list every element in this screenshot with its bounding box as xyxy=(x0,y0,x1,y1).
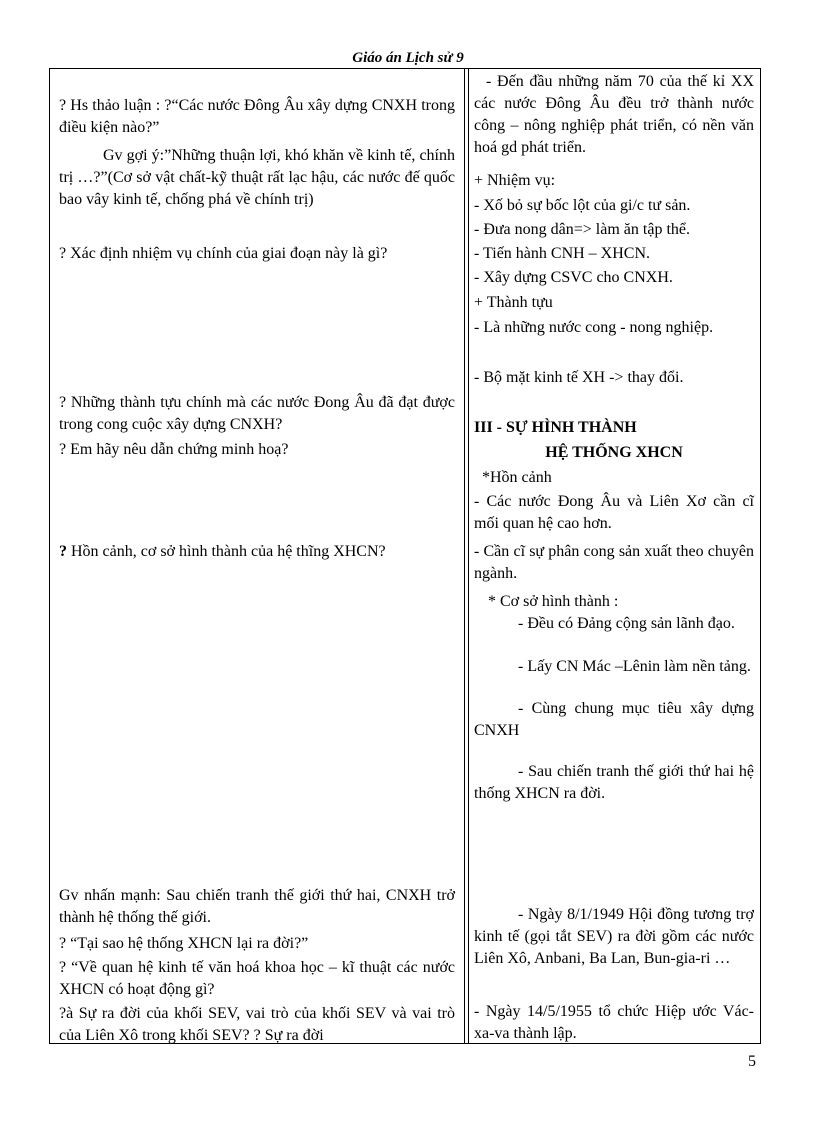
content-task-3: - Tiến hành CNH – XHCN. xyxy=(474,245,651,262)
question-conditions: ? Hs thảo luận : ?“Các nước Đông Âu xây dựng CNXH trong điều kiện nào?” xyxy=(59,97,455,136)
section-heading-line2: HỆ THỐNG XHCN xyxy=(545,444,683,461)
content-tasks-heading: + Nhiệm vụ: xyxy=(474,172,556,189)
content-task-2: - Đưa nong dân=> làm ăn tập thể. xyxy=(474,221,690,238)
section-heading-line1: III - SỰ HÌNH THÀNH xyxy=(474,419,637,436)
content-development: - Đến đầu những năm 70 của thế kỉ XX các nước Đông Âu đều trở thành nước công – nông nghiệp phát triển, có nền văn hoá gd phát triển. xyxy=(474,73,754,156)
question-tasks: ? Xác định nhiệm vụ chính của giai đoạn này là gì? xyxy=(59,245,388,262)
page-number: 5 xyxy=(748,1053,756,1070)
context-heading: *Hồn cảnh xyxy=(482,469,552,486)
content-achievement-1: - Là những nước cong - nong nghiệp. xyxy=(474,319,714,336)
lesson-table xyxy=(49,68,761,1044)
content-task-1: - Xố bỏ sự bốc lột của gi/c tư sản. xyxy=(474,197,691,214)
question-why: ? “Tại sao hệ thống XHCN lại ra đời?” xyxy=(59,935,309,952)
content-achievements-heading: + Thành tựu xyxy=(474,294,553,311)
question-relations: ? “Về quan hệ kinh tế văn hoá khoa học – kĩ thuật các nước XHCN có hoạt động gì? xyxy=(59,959,455,998)
sev-founded: - Ngày 8/1/1949 Hội đồng tương trợ kinh tế (gọi tắt SEV) ra đời gồm các nước Liên Xô, Anbani, Ba Lan, Bun-gia-ri … xyxy=(474,906,754,967)
system-formed: - Sau chiến tranh thế giới thứ hai hệ thống XHCN ra đời. xyxy=(474,763,754,802)
question-formation xyxy=(59,541,455,563)
content-task-4: - Xây dựng CSVC cho CNXH. xyxy=(474,269,673,286)
warsaw-pact-founded: - Ngày 14/5/1955 tổ chức Hiệp ước Vác-xa-va thành lập. xyxy=(474,1003,754,1042)
basis-point-2: - Lấy CN Mác –Lênin làm nền tảng. xyxy=(518,658,751,675)
teacher-emphasis: Gv nhấn mạnh: Sau chiến tranh thế giới thứ hai, CNXH trở thành hệ thống thế giới. xyxy=(59,887,455,926)
question-formation-text: Hồn cảnh, cơ sở hình thành của hệ thĩng XHCN? xyxy=(67,543,386,560)
teacher-hint: Gv gợi ý:”Những thuận lợi, khó khăn về kinh tế, chính trị …?”(Cơ sở vật chất-kỹ thuật rất lạc hậu, các nước đế quốc bao vây kinh tế, chống phá về chính trị) xyxy=(59,147,455,208)
question-achievements: ? Những thành tựu chính mà các nước Đong Âu đã đạt được trong cong cuộc xây dựng CNXH? xyxy=(59,394,455,433)
question-evidence: ? Em hãy nêu dẫn chứng minh hoạ? xyxy=(59,441,289,458)
basis-point-1: - Đều có Đảng cộng sản lãnh đạo. xyxy=(518,615,735,632)
column-divider xyxy=(464,69,469,1043)
question-sev: ?à Sự ra đời của khối SEV, vai trò của khối SEV và vai trò của Liên Xô trong khối SEV? ? Sự ra đời xyxy=(59,1005,455,1044)
question-mark: ? xyxy=(59,543,67,560)
basis-heading: * Cơ sở hình thành : xyxy=(488,593,619,610)
content-achievement-2: - Bộ mặt kinh tế XH -> thay đổi. xyxy=(474,369,684,386)
basis-point-3: - Cùng chung mục tiêu xây dựng CNXH xyxy=(474,700,754,739)
context-point-1: - Các nước Đong Âu và Liên Xơ cần cĩ mối quan hệ cao hơn. xyxy=(474,493,754,532)
context-point-2: - Cần cĩ sự phân cong sản xuất theo chuyên ngành. xyxy=(474,543,754,582)
page-header: Giáo án Lịch sử 9 xyxy=(352,50,464,66)
